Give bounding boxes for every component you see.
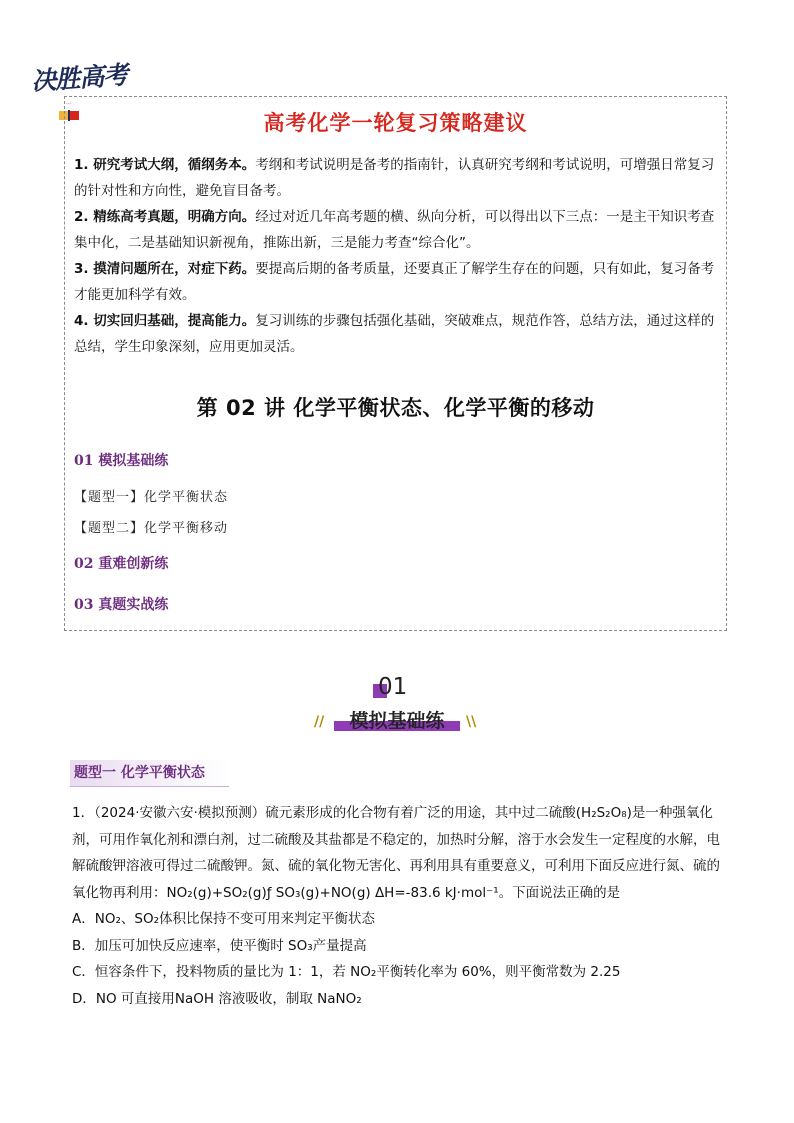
tip-2-text: 经过对近几年高考题的横、纵向分析，可以得出以下三点：一是主干知识考查集中化，二是基础知识新视角，推陈出新，三是能力考查“综合化”。: [74, 209, 715, 251]
logo-subtext: …: [66, 100, 72, 106]
tips-list: [74, 152, 722, 360]
tip-2-bold: 2. 精练高考真题，明确方向。: [74, 209, 256, 225]
tip-4: [74, 308, 722, 360]
tip-3: [74, 256, 722, 308]
toc-subsection-1[interactable]: 【题型一】化学平衡状态: [74, 490, 229, 505]
toc-subsection-2[interactable]: 【题型二】化学平衡移动: [74, 521, 229, 536]
banner-slash-left: //: [314, 714, 325, 730]
tip-3-bold: 3. 摸清问题所在，对症下药。: [74, 261, 256, 277]
banner-title: 模拟基础练: [349, 710, 445, 732]
lecture-title: 第 02 讲 化学平衡状态、化学平衡的移动: [196, 396, 595, 420]
section-banner: [300, 670, 494, 740]
tip-1: [74, 152, 722, 204]
option-c[interactable]: C．恒容条件下，投料物质的量比为 1：1，若 NO₂平衡转化率为 60%，则平衡常数为 2.25: [72, 964, 621, 980]
question-stem: 1．（2024·安徽六安·模拟预测）硫元素形成的化合物有着广泛的用途，其中过二硫酸(H₂S₂O₈)是一种强氧化剂，可用作氧化剂和漂白剂，过二硫酸及其盐都是不稳定的，加热时分解，溶于水会发生一定程度的水解，电解硫酸钾溶液可得过二硫酸钾。氮、硫的氧化物无害化、再利用具有重要意义，可利用下面反应进行氮、硫的氧化物再利用：NO₂(g)+SO₂(g)ƒ SO₃(g)+NO(g) ΔH=-83.6 kJ·mol⁻¹。下面说法正确的是: [72, 805, 720, 901]
tip-1-text: 考纲和考试说明是备考的指南针，认真研究考纲和考试说明，可增强日常复习的针对性和方向性，避免盲目备考。: [74, 157, 715, 199]
option-d[interactable]: D．NO 可直接用NaOH 溶液吸收，制取 NaNO₂: [72, 990, 362, 1007]
question-type-heading: 题型一 化学平衡状态: [70, 760, 229, 787]
banner-number: 01: [378, 674, 408, 700]
toc-section-2[interactable]: 02 重难创新练: [74, 556, 169, 572]
tip-4-bold: 4. 切实回归基础，提高能力。: [74, 313, 256, 329]
question-1: [72, 800, 724, 1012]
tip-4-text: 复习训练的步骤包括强化基础，突破难点，规范作答，总结方法，通过这样的总结，学生印象深刻，应用更加灵活。: [74, 313, 715, 355]
strategy-box: [64, 96, 727, 631]
option-a[interactable]: A．NO₂、SO₂体积比保持不变可用来判定平衡状态: [72, 911, 375, 927]
box-title: 高考化学一轮复习策略建议: [263, 111, 528, 135]
banner-slash-right: \\: [466, 714, 477, 730]
option-b[interactable]: B．加压可加快反应速率，使平衡时 SO₃产量提高: [72, 937, 367, 954]
toc-section-3[interactable]: 03 真题实战练: [74, 597, 169, 613]
tip-3-text: 要提高后期的备考质量，还要真正了解学生存在的问题，只有如此，复习备考才能更加科学有效。: [74, 261, 715, 303]
tip-2: [74, 204, 722, 256]
logo-text: 决胜高考: [30, 60, 129, 96]
toc-section-1[interactable]: 01 模拟基础练: [74, 453, 169, 469]
tip-1-bold: 1. 研究考试大纲，循纲务本。: [74, 157, 256, 173]
